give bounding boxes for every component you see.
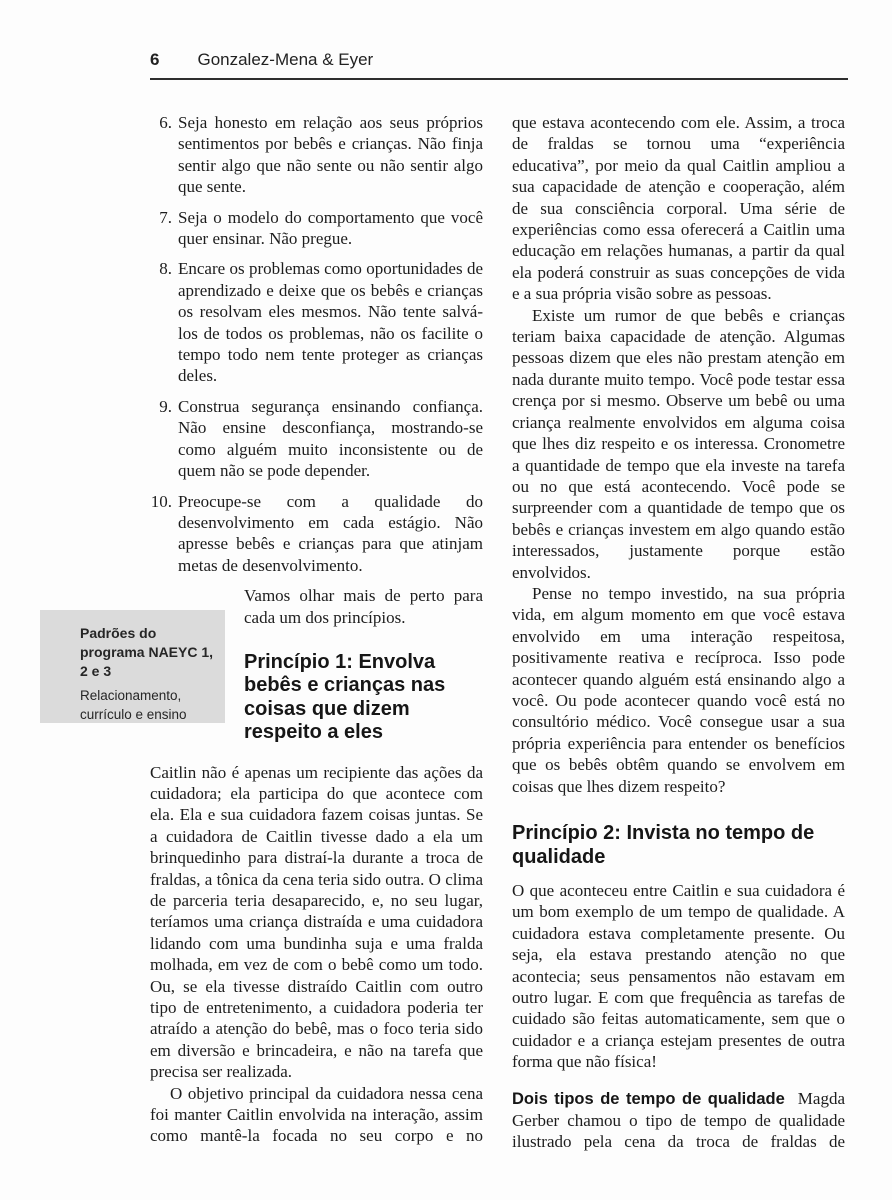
intro-paragraph: Vamos olhar mais de perto para cada um dos princípios.	[244, 586, 483, 627]
heading-principle-1: Princípio 1: Envolva bebês e crianças nas coisas que dizem respeito a eles	[244, 650, 446, 744]
list-item-number: 7.	[159, 207, 172, 227]
intro-and-heading-block	[244, 585, 483, 745]
list-item-number: 8.	[159, 259, 172, 279]
list-item-8	[150, 258, 483, 386]
continuation-paragraph: que estava acontecendo com ele. Assim, a troca de fraldas se tornou uma “experiência educativa”, por meio da qual Caitlin ampliou a sua capacidade de atenção e cooperação, além de sua consciência corporal. Uma série de experiências como essa oferecerá a Caitlin uma educação em relações humanas, a partir da qual ela poderá construir as suas concepções de vida e a sua própria visão sobre as pessoas.	[512, 113, 845, 304]
list-item-text: Seja o modelo do comportamento que você quer ensinar. Não pregue.	[178, 207, 483, 249]
naeyc-standards-subtitle: Relacionamento, currículo e ensino	[80, 688, 187, 722]
right-column	[512, 112, 845, 1153]
runin-heading-two-types: Dois tipos de tempo de qualidade	[512, 1089, 785, 1108]
list-item-6	[150, 112, 483, 198]
list-item-text: Preocupe-se com a qualidade do desenvolvimento em cada estágio. Não apresse bebês e crianças para que atinjam metas de desenvolvimento.	[178, 491, 483, 575]
left-column	[150, 112, 483, 1147]
list-item-number: 6.	[159, 113, 172, 132]
list-item-text: Seja honesto em relação aos seus próprios sentimentos por bebês e crianças. Não finja sentir algo que não sente ou não sentir algo que sente.	[178, 113, 483, 197]
page-header	[150, 50, 848, 80]
two-types-text: Magda Gerber chamou o tipo de tempo de qualidade ilustrado pela cena da troca de fraldas de	[512, 1088, 845, 1152]
list-item-9	[150, 396, 483, 482]
principle1-paragraph-1: Caitlin não é apenas um recipiente das ações da cuidadora; ela participa do que acontece com ela. Ela e sua cuidadora fazem coisas juntas. Se a cuidadora de Caitlin tivesse dado a ela um brinquedinho para distraí-la durante a troca de fraldas, a tônica da cena teria sido outra. O clima de parceria teria desaparecido, e, no seu lugar, teríamos uma criança distraída e uma cuidadora lidando com uma bundinha suja e uma fralda molhada, em vez de com o bebê como um todo. Ou, se ela tivesse distraído Caitlin com outro tipo de entretenimento, a cuidadora poderia ter atraído a atenção do bebê, mas o foco teria sido em diversão e brincadeira, e não na tarefa que precisa ser realizada.	[150, 762, 483, 1082]
list-item-text: Encare os problemas como oportunidades de aprendizado e deixe que os bebês e crianças os resolvam eles mesmos. Não tente salvá-los de todos os problemas, não os facilite o tempo todo nem tente proteger as crianças deles.	[178, 259, 483, 386]
running-head: Gonzalez-Mena & Eyer	[197, 50, 374, 69]
list-item-number: 9.	[159, 396, 172, 416]
page-number: 6	[150, 50, 160, 69]
list-item-7	[150, 207, 483, 250]
list-item-number: 10.	[150, 491, 172, 511]
principle2-paragraph-1: O que aconteceu entre Caitlin e sua cuidadora é um bom exemplo de um tempo de qualidade. A cuidadora estava completamente presente. Ou seja, ela estava prestando atenção no que acontecia; seus pensamentos não estavam em outro lugar. E com que frequência as tarefas de cuidado são feitas automaticamente, sem que o cuidador e a criança estejam presentes de outra forma que não física!	[512, 881, 845, 1072]
heading-principle-2: Princípio 2: Invista no tempo de qualidade	[512, 822, 815, 868]
list-item-10	[150, 491, 483, 577]
list-item-text: Construa segurança ensinando confiança. Não ensine desconfiança, mostrando-se como alguém muito inconsistente ou de quem não se pode depender.	[178, 396, 483, 481]
attention-rumor-paragraph: Existe um rumor de que bebês e crianças teriam baixa capacidade de atenção. Algumas pessoas dizem que eles não prestam atenção em nada durante muito tempo. Você pode testar essa crença por si mesmo. Observe um bebê ou uma criança realmente envolvidos em alguma coisa que lhes diz respeito e os interessa. Cronometre a quantidade de tempo que ela investe na tarefa ou no que está acontecendo. Você pode se surpreender com a quantidade de tempo que os bebês e crianças investem em algo quando estão interessados, justamente porque estão envolvidos.	[512, 305, 845, 582]
principle1-paragraph-2: O objetivo principal da cuidadora nessa cena foi manter Caitlin envolvida na interação, assim como mantê-la focada no seu corpo e no	[150, 1083, 483, 1146]
two-types-paragraph	[512, 1088, 845, 1153]
time-invested-paragraph: Pense no tempo investido, na sua própria vida, em algum momento em que você estava envolvido em uma interação respeitosa, positivamente reativa e recíproca. Isso pode acontecer quando alguém está ensinando algo a você. Ou pode acontecer quando você está no consultório médico. Você consegue usar a sua própria experiência para entender os benefícios que os bebês obtêm quando se envolvem em coisas que lhes dizem respeito?	[512, 583, 845, 796]
naeyc-standards-title: Padrões do programa NAEYC 1, 2 e 3	[80, 625, 214, 679]
